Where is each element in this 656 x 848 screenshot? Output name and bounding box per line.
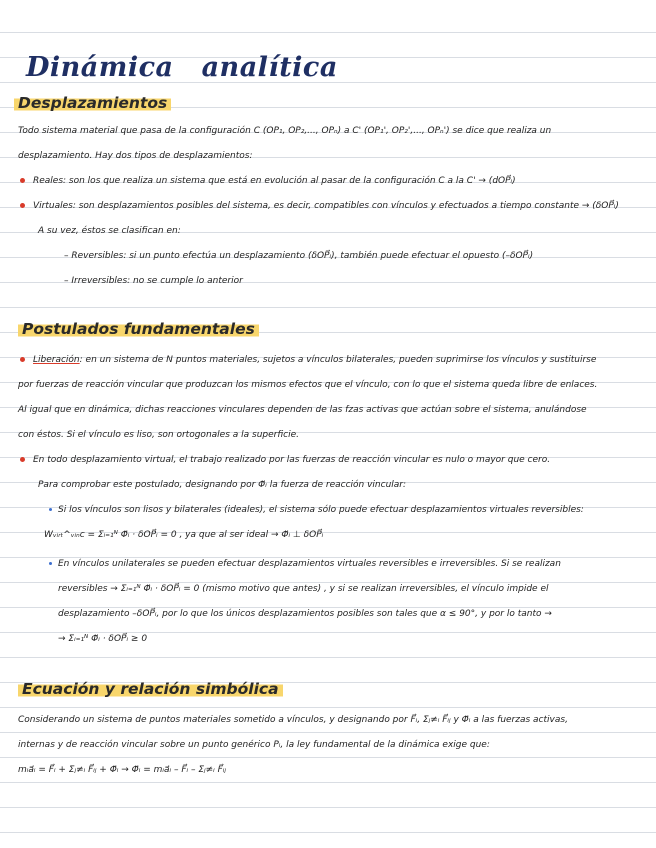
formula-line: reversibles → Σᵢ₌₁ᴺ Φ⃗ᵢ · δOP⃗ᵢ = 0 (mismo motivo que antes) , y si se realizan irreversibles, el vínculo impide el [58,584,549,594]
text-line: Al igual que en dinámica, dichas reacciones vinculares dependen de las fzas activas que actúan sobre el sistema, anulándose [18,405,587,415]
text-line: por fuerzas de reacción vincular que produzcan los mismos efectos que el vínculo, con lo que el sistema queda libre de enlaces. [18,380,598,390]
title-word-2: analítica [201,52,338,83]
subbullet-unilaterales: En vínculos unilaterales se pueden efectuar desplazamientos virtuales reversibles e irreversibles. Si se realizan [58,558,642,570]
text-line: internas y de reacción vincular sobre un punto genérico Pᵢ, la ley fundamental de la dinámica exige que: [18,740,490,750]
text-line: desplazamiento. Hay dos tipos de desplazamientos: [18,151,253,161]
bullet-reales: Reales: son los que realiza un sistema que está en evolución al pasar de la configuración C a la C' → (dOP⃗ᵢ) [33,175,642,187]
bullet-virtuales: Virtuales: son desplazamientos posibles del sistema, es decir, compatibles con vínculos y efectuados a tiempo constante → (δOP⃗ᵢ) [33,200,642,212]
bullet-liberacion [33,354,642,366]
liberacion-text: : en un sistema de N puntos materiales, sujetos a vínculos bilaterales, pueden suprimirse los vínculos y sustituirse [79,355,597,365]
heading-ecuacion: Ecuación y relación simbólica [18,680,283,698]
liberacion-label: Liberación [33,355,80,365]
text-line: Para comprobar este postulado, designando por Φ⃗ᵢ la fuerza de reacción vincular: [38,480,407,490]
text-line: Considerando un sistema de puntos materiales sometido a vínculos, y designando por F⃗ᵢ, Σⱼ≠ᵢ F⃗ᵢⱼ y Φ⃗ᵢ a las fuerzas activas, [18,715,568,725]
text-line: Todo sistema material que pasa de la configuración C (OP₁, OP₂,..., OPₙ) a C' (OP₁', OP₂',..., OPₙ') se dice que realiza un [18,126,552,136]
bullet-trabajo: En todo desplazamiento virtual, el trabajo realizado por las fuerzas de reacción vincular es nulo o mayor que cero. [33,454,642,466]
item-reversibles: – Reversibles: si un punto efectúa un desplazamiento (δOP⃗ᵢ), también puede efectuar el opuesto (–δOP⃗ᵢ) [64,251,534,261]
heading-postulados: Postulados fundamentales [18,320,259,338]
text-line: desplazamiento –δOP⃗ᵢ, por lo que los únicos desplazamientos posibles son tales que α ≤ 90°, y por lo tanto → [58,609,552,619]
formula-line: → Σᵢ₌₁ᴺ Φ⃗ᵢ · δOP⃗ᵢ ≥ 0 [58,634,148,644]
title-word-1: Dinámica [26,52,174,83]
page-title [26,52,338,83]
heading-desplazamientos: Desplazamientos [14,94,171,112]
text-line: con éstos. Si el vínculo es liso, son ortogonales a la superficie. [18,430,300,440]
formula-line: mᵢa⃗ᵢ = F⃗ᵢ + Σⱼ≠ᵢ F⃗ᵢⱼ + Φ⃗ᵢ → Φ⃗ᵢ = mᵢa⃗ᵢ – F⃗ᵢ – Σⱼ≠ᵢ F⃗ᵢⱼ [18,765,226,775]
item-irreversibles: – Irreversibles: no se cumple lo anterior [64,276,243,286]
subbullet-ideales: Si los vínculos son lisos y bilaterales (ideales), el sistema sólo puede efectuar desplazamientos virtuales reversibles: [58,504,642,516]
text-line: A su vez, éstos se clasifican en: [38,226,181,236]
formula-line: Wᵥᵢᵣₜ^ᵥᵢₙc = Σᵢ₌₁ᴺ Φ⃗ᵢ · δOP⃗ᵢ = 0 , ya que al ser ideal → Φ⃗ᵢ ⊥ δOP⃗ᵢ [44,530,324,540]
